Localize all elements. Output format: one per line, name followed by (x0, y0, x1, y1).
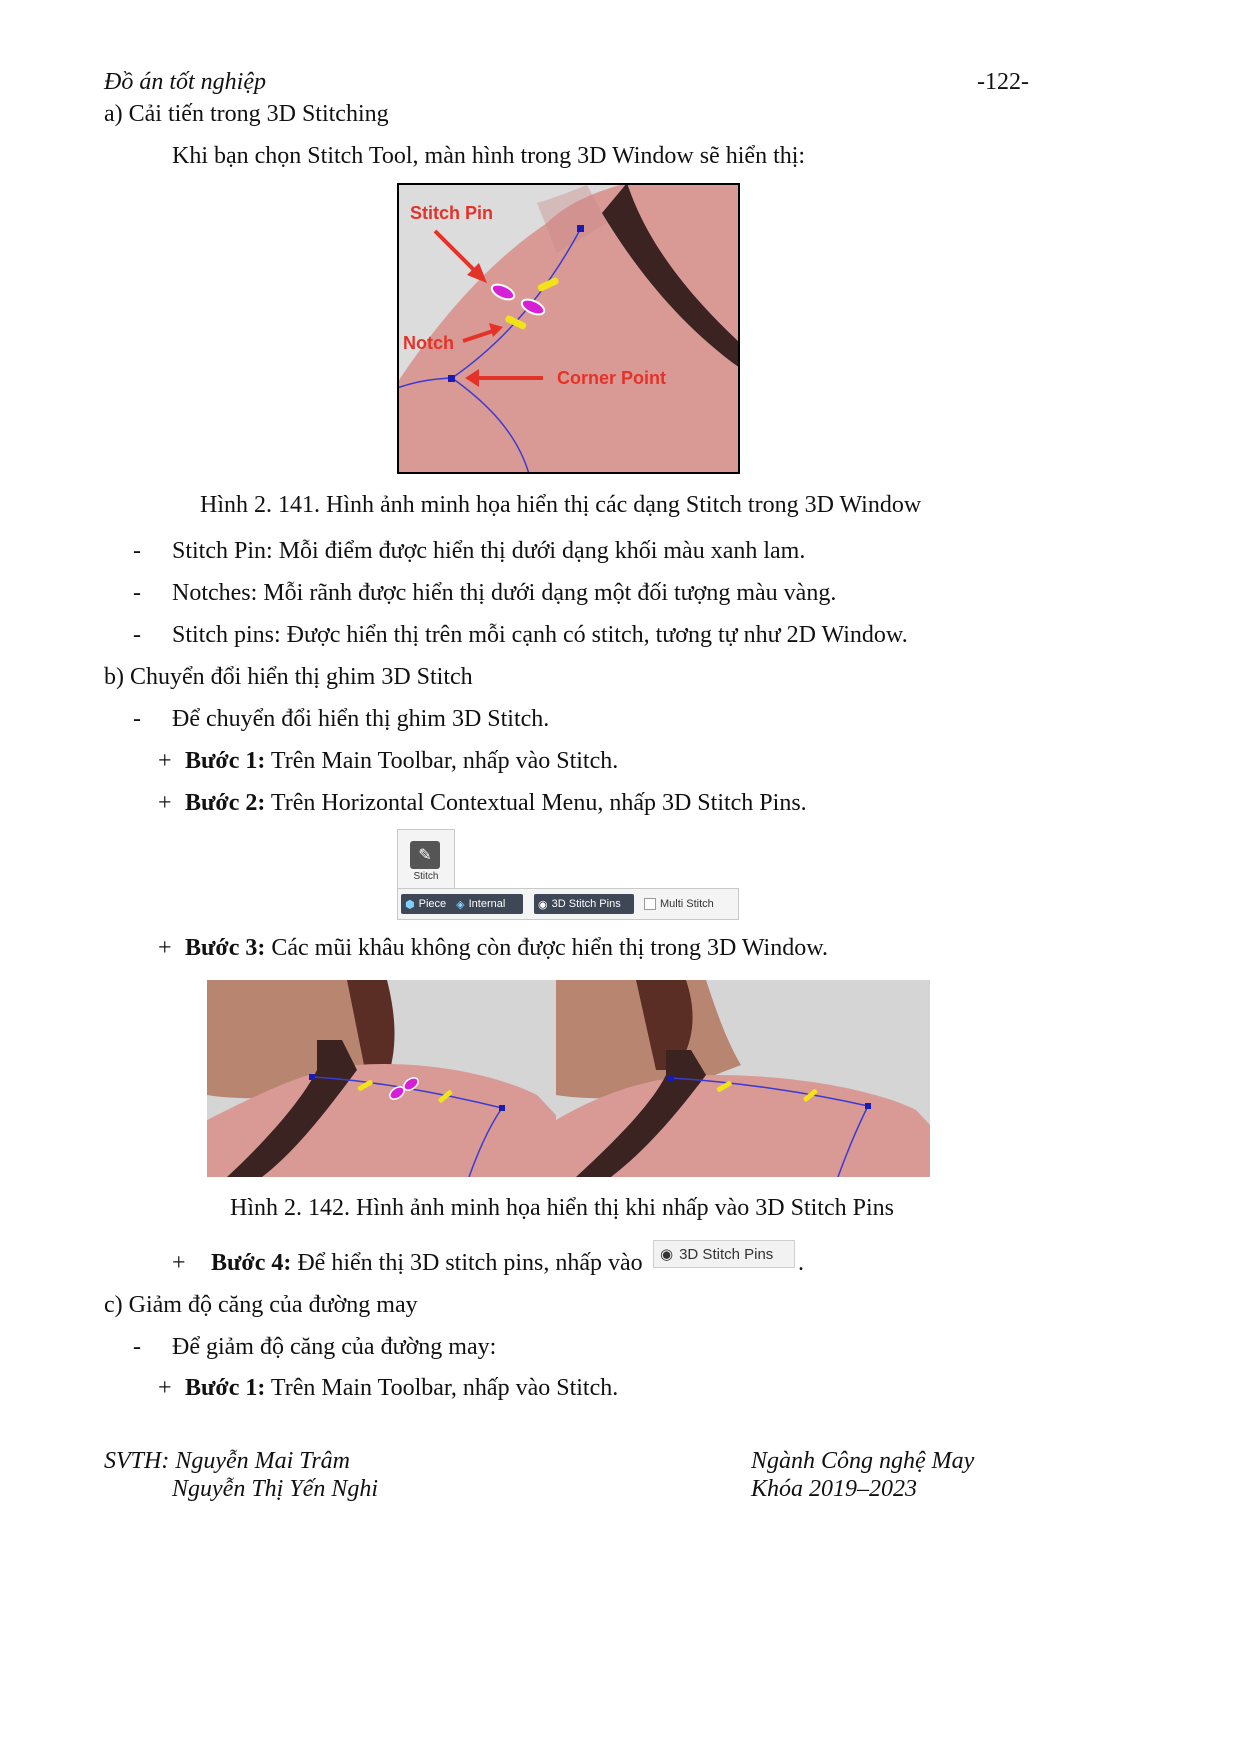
toolbar-screenshot (397, 829, 739, 919)
footer-year: Khóa 2019–2023 (751, 1476, 918, 1502)
label-stitch-pin: Stitch Pin (410, 203, 494, 223)
bullet-dash: - (133, 622, 141, 648)
figure-141-stitch-types (397, 183, 740, 474)
label-corner-point: Corner Point (557, 368, 667, 388)
checkbox-icon (644, 898, 656, 910)
step-4-period: . (798, 1250, 804, 1276)
piece-icon: ⬢ (405, 898, 415, 911)
stitch-pin-marker (577, 225, 584, 232)
footer-svth: SVTH: Nguyễn Mai Trâm (104, 1448, 350, 1474)
piece-button[interactable]: Piece (418, 898, 447, 910)
stitch-tool-button[interactable] (397, 829, 455, 888)
figure-142-with-pins (207, 980, 556, 1177)
page-number: -122- (977, 69, 1029, 95)
section-b-bullet: Để chuyển đổi hiển thị ghim 3D Stitch. (172, 706, 550, 732)
stitch-tool-label: Stitch (413, 871, 439, 882)
figure-141-caption: Hình 2. 141. Hình ảnh minh họa hiển thị các dạng Stitch trong 3D Window (200, 492, 922, 518)
bullet-dash: - (133, 580, 141, 606)
stitch-icon: ✎ (410, 841, 440, 869)
multi-stitch-checkbox[interactable] (644, 894, 714, 914)
eye-icon: ◉ (660, 1246, 674, 1263)
step-marker: + (158, 935, 172, 961)
bullet-notches: Notches: Mỗi rãnh được hiển thị dưới dạng một đối tượng màu vàng. (172, 580, 837, 606)
piece-internal-group (401, 894, 523, 914)
section-b-step-2: Bước 2: Trên Horizontal Contextual Menu, nhấp 3D Stitch Pins. (185, 790, 807, 816)
section-c-bullet: Để giảm độ căng của đường may: (172, 1334, 497, 1360)
3d-stitch-pins-inline-label: 3D Stitch Pins (679, 1245, 774, 1263)
step-marker: + (158, 1375, 172, 1401)
section-a-intro: Khi bạn chọn Stitch Tool, màn hình trong 3D Window sẽ hiển thị: (172, 143, 806, 169)
bullet-stitch-pin: Stitch Pin: Mỗi điểm được hiển thị dưới dạng khối màu xanh lam. (172, 538, 806, 564)
document-title: Đồ án tốt nghiệp (104, 69, 266, 95)
multi-stitch-label: Multi Stitch (660, 898, 714, 910)
section-b-step-1: Bước 1: Trên Main Toolbar, nhấp vào Stitch. (185, 748, 619, 774)
label-notch: Notch (403, 333, 454, 353)
bullet-dash: - (133, 538, 141, 564)
step-marker: + (158, 790, 172, 816)
internal-button[interactable]: Internal (468, 898, 506, 910)
section-c-step-1: Bước 1: Trên Main Toolbar, nhấp vào Stitch. (185, 1375, 619, 1401)
section-c-heading: c) Giảm độ căng của đường may (104, 1292, 418, 1318)
figure-142-without-pins (556, 980, 930, 1177)
step-marker: + (172, 1250, 186, 1276)
step-marker: + (158, 748, 172, 774)
bullet-dash: - (133, 1334, 141, 1360)
3d-stitch-pins-label: 3D Stitch Pins (551, 898, 621, 910)
internal-icon: ◈ (456, 898, 465, 911)
figure-142-caption: Hình 2. 142. Hình ảnh minh họa hiển thị khi nhấp vào 3D Stitch Pins (230, 1195, 894, 1221)
footer-name-2: Nguyễn Thị Yến Nghi (172, 1476, 379, 1502)
section-b-heading: b) Chuyển đổi hiển thị ghim 3D Stitch (104, 664, 473, 690)
footer-major: Ngành Công nghệ May (751, 1448, 975, 1474)
section-b-step-3: Bước 3: Các mũi khâu không còn được hiển thị trong 3D Window. (185, 935, 828, 961)
corner-point-marker (448, 375, 455, 382)
bullet-dash: - (133, 706, 141, 732)
3d-stitch-pins-button[interactable] (534, 894, 634, 914)
bullet-stitch-pins: Stitch pins: Được hiển thị trên mỗi cạnh có stitch, tương tự như 2D Window. (172, 622, 908, 648)
contextual-menu (397, 888, 739, 920)
section-a-heading: a) Cải tiến trong 3D Stitching (104, 101, 389, 127)
section-b-step-4: Bước 4: Để hiển thị 3D stitch pins, nhấp vào (211, 1250, 643, 1276)
eye-icon: ◉ (538, 898, 548, 911)
3d-stitch-pins-inline-button[interactable] (653, 1240, 795, 1268)
